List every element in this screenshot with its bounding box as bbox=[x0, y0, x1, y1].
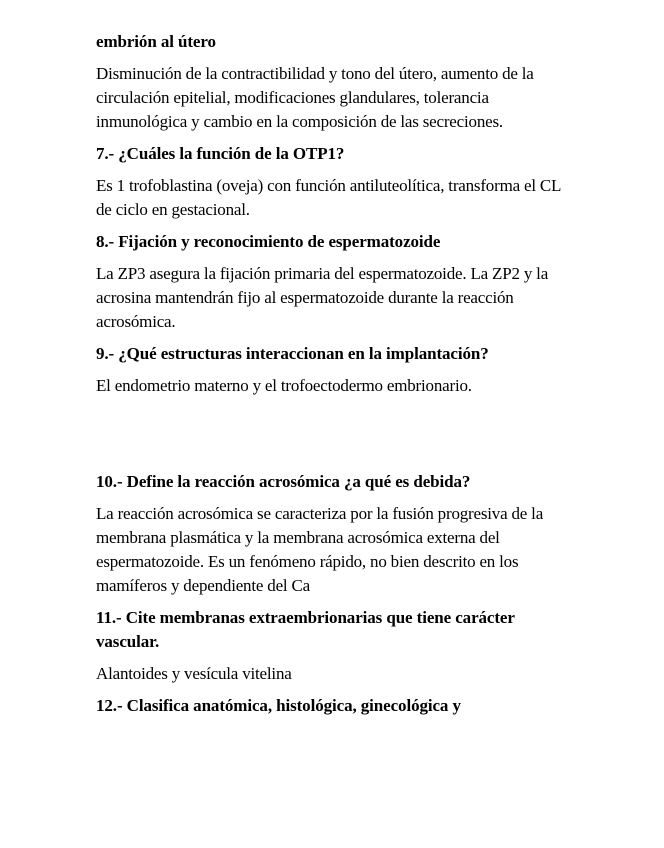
question-9-heading: 9.- ¿Qué estructuras interaccionan en la implantación? bbox=[96, 344, 489, 363]
answer-10-paragraph: La reacción acrosómica se caracteriza por la fusión progresiva de la membrana plasmática y la membrana acrosómica externa del espermatozoide. Es un fenómeno rápido, no bien descrito en los mamíferos y dependiente del Ca bbox=[96, 504, 544, 595]
question-12-heading: 12.- Clasifica anatómica, histológica, ginecológica y bbox=[96, 696, 461, 715]
answer-9-paragraph: El endometrio materno y el trofoectodermo embrionario. bbox=[96, 376, 472, 395]
blank-space bbox=[96, 406, 576, 470]
section-heading-continuation: embrión al útero bbox=[96, 32, 216, 51]
question-11-heading: 11.- Cite membranas extraembrionarias que tiene carácter vascular. bbox=[96, 608, 515, 651]
document-page bbox=[96, 30, 576, 726]
answer-7-paragraph: Es 1 trofoblastina (oveja) con función antiluteolítica, transforma el CL de ciclo en gestacional. bbox=[96, 176, 561, 219]
answer-paragraph: Disminución de la contractibilidad y tono del útero, aumento de la circulación epitelial, modificaciones glandulares, tolerancia inmunológica y cambio en la composición de las secreciones. bbox=[96, 64, 534, 131]
question-10-heading: 10.- Define la reacción acrosómica ¿a qué es debida? bbox=[96, 472, 471, 491]
question-8-heading: 8.- Fijación y reconocimiento de espermatozoide bbox=[96, 232, 441, 251]
answer-11-paragraph: Alantoides y vesícula vitelina bbox=[96, 664, 292, 683]
question-7-heading: 7.- ¿Cuáles la función de la OTP1? bbox=[96, 144, 345, 163]
answer-8-paragraph: La ZP3 asegura la fijación primaria del espermatozoide. La ZP2 y la acrosina mantendrán fijo al espermatozoide durante la reacción acrosómica. bbox=[96, 264, 549, 331]
